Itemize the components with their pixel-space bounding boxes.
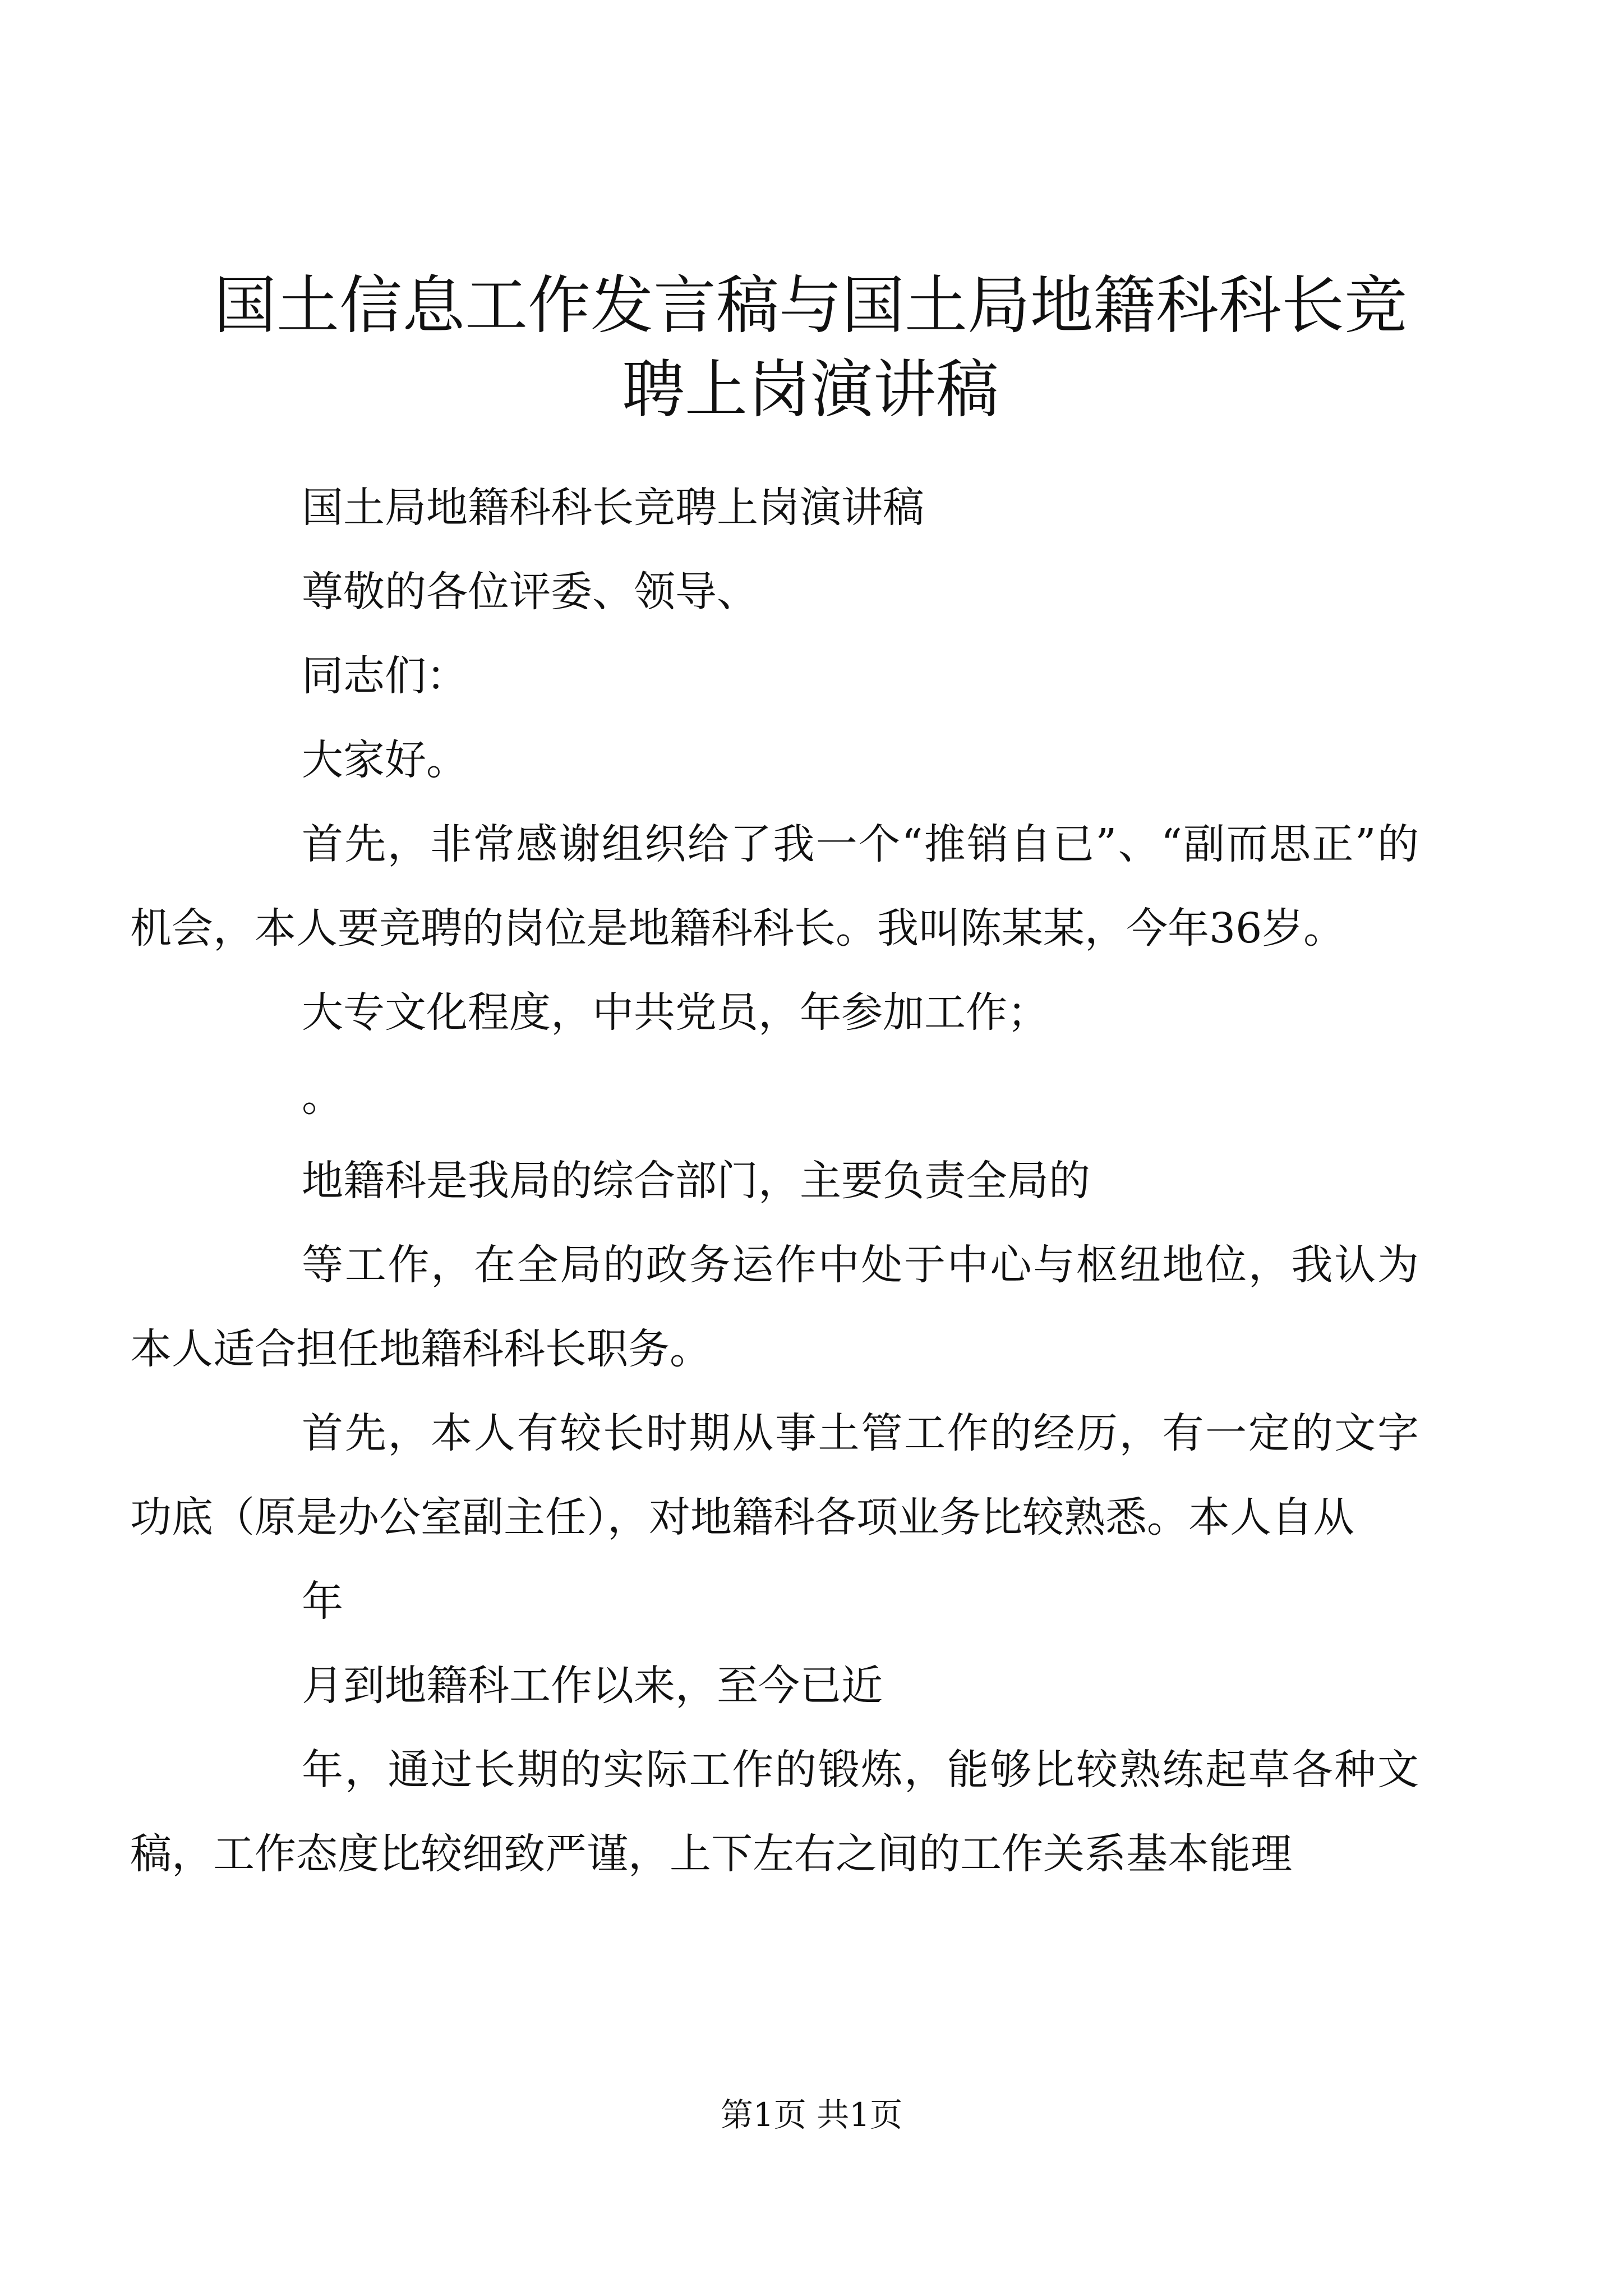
paragraph: 首先，本人有较长时期从事土管工作的经历，有一定的文字功底（原是办公室副主任），对地籍科各项业务比较熟悉。本人自从 [130, 1409, 1419, 1542]
paragraph: 月到地籍科工作以来，至今已近 [302, 1662, 883, 1710]
paragraph: 大家好。 [302, 736, 468, 784]
paragraph: 同志们： [302, 652, 468, 700]
paragraph: 年，通过长期的实际工作的锻炼，能够比较熟练起草各种文稿，工作态度比较细致严谨，上下左右之间的工作关系基本能理 [130, 1746, 1419, 1878]
document-title: 国土信息工作发言稿与国土局地籍科科长竞聘上岗演讲稿 [214, 269, 1407, 426]
document-body [130, 466, 1419, 1896]
paragraph: 等工作，在全局的政务运作中处于中心与枢纽地位，我认为本人适合担任地籍科科长职务。 [130, 1241, 1419, 1373]
paragraph: 年 [302, 1577, 343, 1626]
paragraph: 尊敬的各位评委、领导、 [302, 568, 758, 616]
paragraph: 大专文化程度，中共党员，年参加工作； [302, 988, 1049, 1037]
paragraph: 首先，非常感谢组织给了我一个“推销自已”、“副而思正”的机会，本人要竞聘的岗位是地籍科科长。我叫陈某某，今年36岁。 [130, 820, 1419, 953]
paragraph: 国土局地籍科科长竞聘上岗演讲稿 [302, 484, 924, 532]
page-footer: 第1页 共1页 [720, 2096, 903, 2134]
paragraph: 。 [302, 1073, 343, 1121]
paragraph: 地籍科是我局的综合部门，主要负责全局的 [302, 1157, 1090, 1205]
